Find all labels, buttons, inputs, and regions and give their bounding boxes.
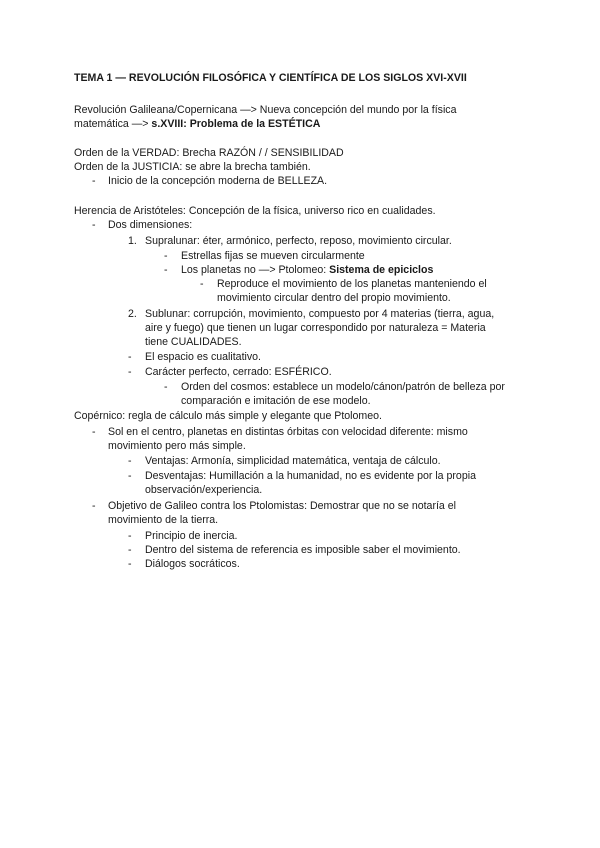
bullet-dash: - xyxy=(128,530,132,542)
sublunar-line-1: Sublunar: corrupción, movimiento, compuesto por 4 materias (tierra, agua, xyxy=(145,308,495,320)
bullet-dash: - xyxy=(92,500,96,512)
espacio-cualitativo: El espacio es cualitativo. xyxy=(145,351,262,363)
orden-cosmos-line-1: Orden del cosmos: establece un modelo/cánon/patrón de belleza por xyxy=(181,381,505,393)
orden-verdad: Orden de la VERDAD: Brecha RAZÓN / / SENSIBILIDAD xyxy=(74,147,344,159)
caracter-perfecto: Carácter perfecto, cerrado: ESFÉRICO. xyxy=(145,366,332,378)
supralunar: Supralunar: éter, armónico, perfecto, reposo, movimiento circular. xyxy=(145,235,452,247)
bullet-dash: - xyxy=(128,470,132,482)
ventajas: Ventajas: Armonía, simplicidad matemática, ventaja de cálculo. xyxy=(145,455,441,467)
sol-centro-line-2: movimiento pero más simple. xyxy=(108,440,246,452)
bullet-dash: - xyxy=(128,544,132,556)
galileo-line-1: Objetivo de Galileo contra los Ptolomistas: Demostrar que no se notaría el xyxy=(108,500,457,512)
intro-text: matemática —> xyxy=(74,118,152,130)
bullet-dash: - xyxy=(164,250,168,262)
intro-line-2 xyxy=(74,117,320,131)
intro-bold-text: s.XVIII: Problema de la ESTÉTICA xyxy=(151,118,321,130)
sublunar-line-2: aire y fuego) que tienen un lugar correspondido por naturaleza = Materia xyxy=(145,322,486,334)
bullet-dash: - xyxy=(200,278,204,290)
bullet-dash: - xyxy=(164,381,168,393)
dialogos-socraticos: Diálogos socráticos. xyxy=(145,558,240,570)
galileo-line-2: movimiento de la tierra. xyxy=(108,514,219,526)
bullet-dash: - xyxy=(128,558,132,570)
epiciclos-bold-text: Sistema de epiciclos xyxy=(329,264,434,276)
intro-line-1: Revolución Galileana/Copernicana —> Nueva concepción del mundo por la física xyxy=(74,104,457,116)
principio-inercia: Principio de inercia. xyxy=(145,530,238,542)
bullet-dash: - xyxy=(128,455,132,467)
desventajas-line-2: observación/experiencia. xyxy=(145,484,263,496)
sublunar-line-3: tiene CUALIDADES. xyxy=(145,336,242,348)
bullet-dash: - xyxy=(128,366,132,378)
list-number-2: 2. xyxy=(128,308,137,320)
list-number-1: 1. xyxy=(128,235,137,247)
planetas-text: Los planetas no —> Ptolomeo: xyxy=(181,264,330,276)
orden-cosmos-line-2: comparación e imitación de ese modelo. xyxy=(181,395,371,407)
bullet-dash: - xyxy=(92,219,96,231)
reproduce-line-2: movimiento circular dentro del propio movimiento. xyxy=(217,292,451,304)
orden-belleza: Inicio de la concepción moderna de BELLEZA. xyxy=(108,175,328,187)
herencia-heading: Herencia de Aristóteles: Concepción de la física, universo rico en cualidades. xyxy=(74,205,436,217)
bullet-dash: - xyxy=(164,264,168,276)
desventajas-line-1: Desventajas: Humillación a la humanidad, no es evidente por la propia xyxy=(145,470,476,482)
reproduce-line-1: Reproduce el movimiento de los planetas manteniendo el xyxy=(217,278,487,290)
orden-justicia: Orden de la JUSTICIA: se abre la brecha también. xyxy=(74,161,311,173)
bullet-dash: - xyxy=(92,175,96,187)
dos-dimensiones: Dos dimensiones: xyxy=(108,219,193,231)
copernico-heading: Copérnico: regla de cálculo más simple y elegante que Ptolomeo. xyxy=(74,410,382,422)
page-title: TEMA 1 — REVOLUCIÓN FILOSÓFICA Y CIENTÍFICA DE LOS SIGLOS XVI-XVII xyxy=(74,72,467,84)
sol-centro-line-1: Sol en el centro, planetas en distintas órbitas con velocidad diferente: mismo xyxy=(108,426,468,438)
bullet-dash: - xyxy=(128,351,132,363)
bullet-dash: - xyxy=(92,426,96,438)
estrellas-fijas: Estrellas fijas se mueven circularmente xyxy=(181,250,365,262)
sistema-referencia: Dentro del sistema de referencia es imposible saber el movimiento. xyxy=(145,544,461,556)
planetas-epiciclos xyxy=(181,263,433,277)
